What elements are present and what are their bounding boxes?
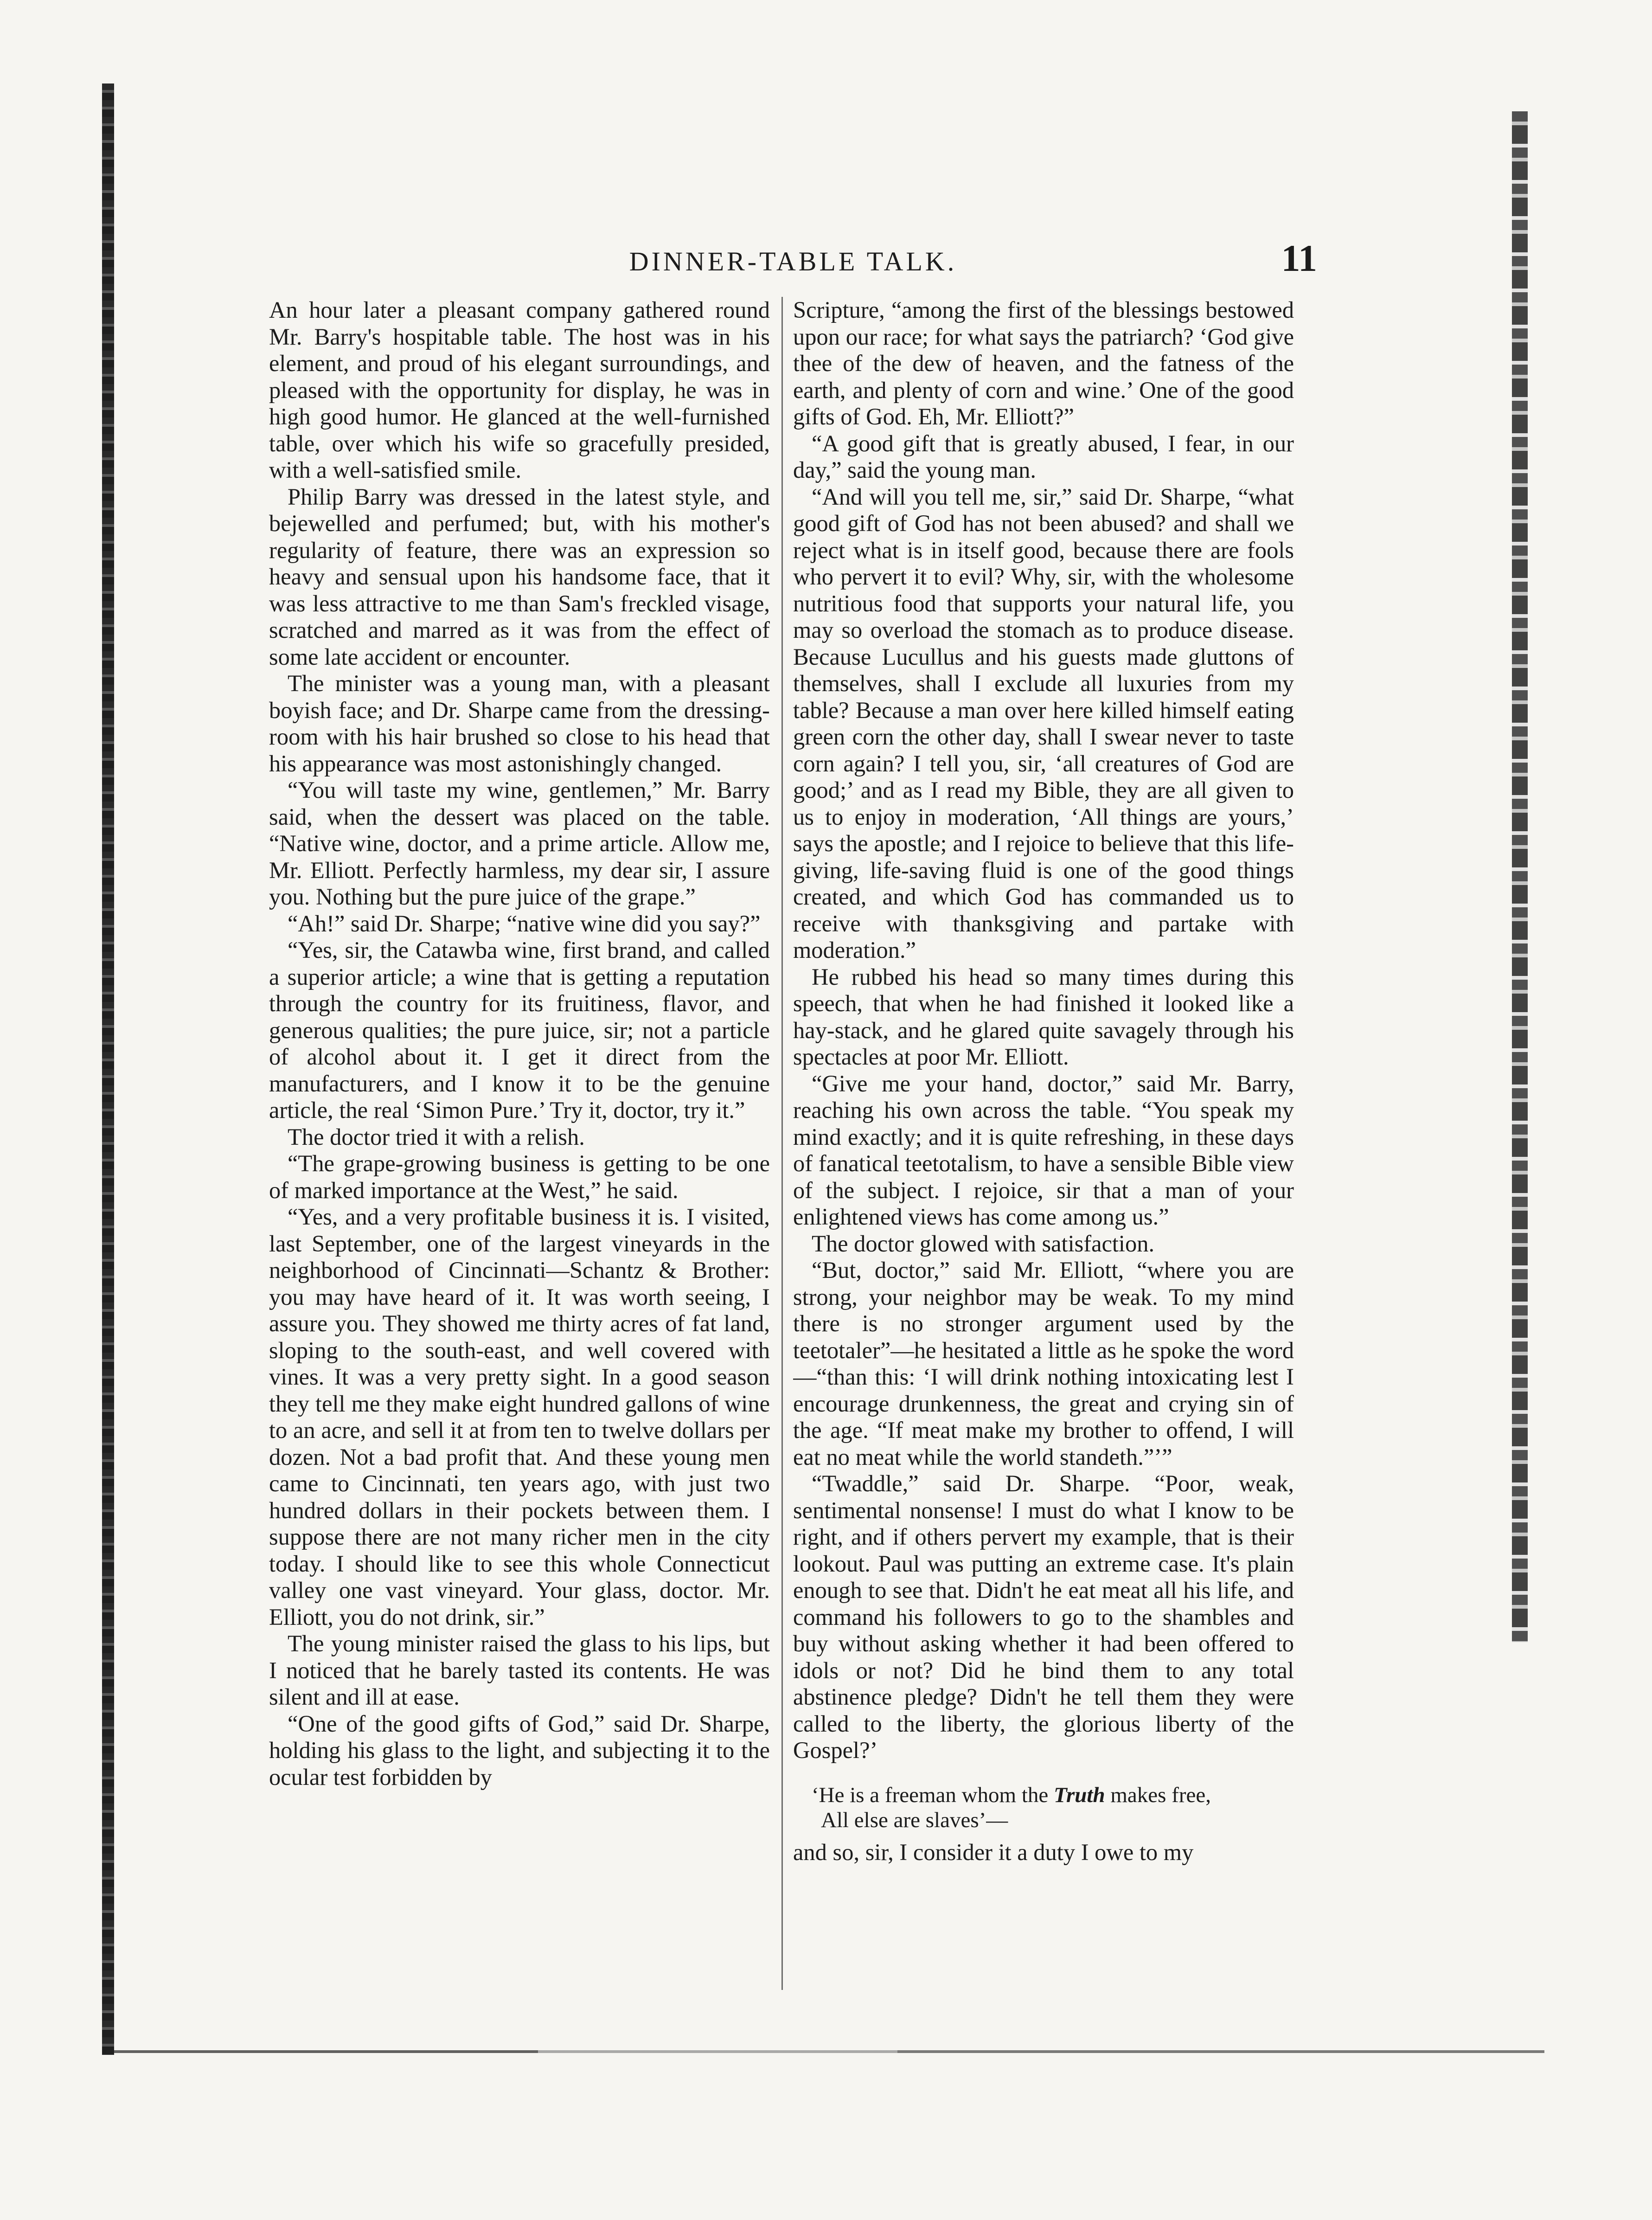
verse-line-2: All else are slaves’— <box>821 1808 1008 1832</box>
paragraph: He rubbed his head so many times during this speech, that when he had finished it looked like a hay-stack, and he glared quite savagely through his spectacles at poor Mr. Elliott. <box>793 963 1294 1070</box>
verse-line-1: ‘He is a freeman whom the Truth makes free, <box>812 1783 1211 1807</box>
paragraph: The doctor glowed with satisfaction. <box>812 1230 1155 1257</box>
paragraph: “You will taste my wine, gentlemen,” Mr. Barry said, when the dessert was placed on the table. “Native wine, doctor, and a prime article. Allow me, Mr. Elliott. Perfectly harmless, my dear sir, I assure you. Nothing but the pure juice of the grape.” <box>269 777 770 910</box>
paragraph: “One of the good gifts of God,” said Dr. Sharpe, holding his glass to the light, and subjecting it to the ocular test forbidden by <box>269 1710 770 1790</box>
running-head <box>269 237 1317 288</box>
paragraph: The young minister raised the glass to his lips, but I noticed that he barely tasted its contents. He was silent and ill at ease. <box>269 1630 770 1710</box>
paragraph: “Give me your hand, doctor,” said Mr. Barry, reaching his own across the table. “You speak my mind exactly; and it is quite refreshing, in these days of fanatical teetotalism, to have a sensible Bible view of the subject. I rejoice, sir that a man of your enlightened views has come among us.” <box>793 1070 1294 1230</box>
paragraph: “Twaddle,” said Dr. Sharpe. “Poor, weak, sentimental nonsense! I must do what I know to be right, and if others pervert my example, that is their lookout. Paul was putting an extreme case. It's plain enough to see that. Didn't he eat meat all his life, and command his followers to go to the shambles and buy without asking whether it had been offered to idols or not? Did he bind them to any total abstinence pledge? Didn't he tell them they were called to the liberty, the glorious liberty of the Gospel?’ <box>793 1470 1294 1763</box>
paragraph: The minister was a young man, with a pleasant boyish face; and Dr. Sharpe came from the dressing-room with his hair brushed so close to his head that his appearance was most astonishingly changed. <box>269 670 770 776</box>
column-divider <box>781 297 783 1990</box>
paragraph: An hour later a pleasant company gathered round Mr. Barry's hospitable table. The host was in his element, and proud of his elegant surroundings, and pleased with the opportunity for display, he was in high good humor. He glanced at the well-furnished table, over which his wife so gracefully presided, with a well-satisfied smile. <box>269 297 770 483</box>
paragraph: “Yes, sir, the Catawba wine, first brand, and called a superior article; a wine that is getting a reputation through the country for its fruitiness, flavor, and generous qualities; the pure juice, sir; not a particle of alcohol about it. I get it direct from the manufacturers, and I know it to be the genuine article, the real ‘Simon Pure.’ Try it, doctor, try it.” <box>269 937 770 1123</box>
verse-quotation <box>793 1783 1294 1833</box>
paragraph: Scripture, “among the first of the blessings bestowed upon our race; for what says the patriarch? ‘God give thee of the dew of heaven, and the fatness of the earth, and plenty of corn and wine.’ One of the good gifts of God. Eh, Mr. Elliott?” <box>793 297 1294 430</box>
closing-line: and so, sir, I consider it a duty I owe to my <box>793 1839 1194 1865</box>
paragraph: “And will you tell me, sir,” said Dr. Sharpe, “what good gift of God has not been abused? and shall we reject what is in itself good, because there are fools who pervert it to evil? Why, sir, with the wholesome nutritious food that supports your natural life, you may so overload the stomach as to produce disease. Because Lucullus and his guests made gluttons of themselves, shall I exclude all luxuries from my table? Because a man over here killed himself eating green corn the other day, shall I swear never to taste corn again? I tell you, sir, ‘all creatures of God are good;’ and as I read my Bible, they are all given to us to enjoy in moderation, ‘All things are yours,’ says the apostle; and I rejoice to believe that this life-giving, life-saving fluid is one of the good things created, and which God has commanded us to receive with thanksgiving and partake with moderation.” <box>793 483 1294 963</box>
paragraph: Philip Barry was dressed in the latest style, and bejewelled and perfumed; but, with his mother's regularity of feature, there was an expression so heavy and sensual upon his handsome face, that it was less attractive to me than Sam's freckled visage, scratched and marred as it was from the effect of some late accident or encounter. <box>269 483 770 670</box>
page-number: 11 <box>1281 237 1317 279</box>
paragraph: “A good gift that is greatly abused, I fear, in our day,” said the young man. <box>793 430 1294 483</box>
paragraph: “Ah!” said Dr. Sharpe; “native wine did you say?” <box>288 910 761 937</box>
paragraph: “But, doctor,” said Mr. Elliott, “where you are strong, your neighbor may be weak. To my mind there is no stronger argument used by the teetotaler”—he hesitated a little as he spoke the word—“than this: ‘I will drink nothing intoxicating lest I encourage drunkenness, the great and crying sin of the age. “If meat make my brother to offend, I will eat no meat while the world standeth.”’” <box>793 1257 1294 1470</box>
paragraph: “Yes, and a very profitable business it is. I visited, last September, one of the largest vineyards in the neighborhood of Cincinnati—Schantz & Brother: you may have heard of it. It was worth seeing, I assure you. They showed me thirty acres of fat land, sloping to the south-east, and well covered with vines. It was a very pretty sight. In a good season they tell me they make eight hundred gallons of wine to an acre, and sell it at from ten to twelve dollars per dozen. Not a bad profit that. And these young men came to Cincinnati, ten years ago, with just two hundred dollars in their pockets between them. I suppose there are not many richer men in the city today. I should like to see this whole Connecticut valley one vast vineyard. Your glass, doctor. Mr. Elliott, you do not drink, sir.” <box>269 1204 770 1630</box>
page-header-title: DINNER-TABLE TALK. <box>629 246 957 276</box>
verse-emphasis: Truth <box>1054 1783 1105 1807</box>
scan-right-edge <box>1512 111 1528 1642</box>
paragraph: “The grape-growing business is getting to be one of marked importance at the West,” he said. <box>269 1150 770 1203</box>
scan-bottom-edge <box>107 2050 1544 2053</box>
paragraph: The doctor tried it with a relish. <box>288 1123 585 1150</box>
left-column <box>269 297 770 2013</box>
right-column <box>793 297 1294 2013</box>
scan-binding-edge <box>102 83 114 2055</box>
